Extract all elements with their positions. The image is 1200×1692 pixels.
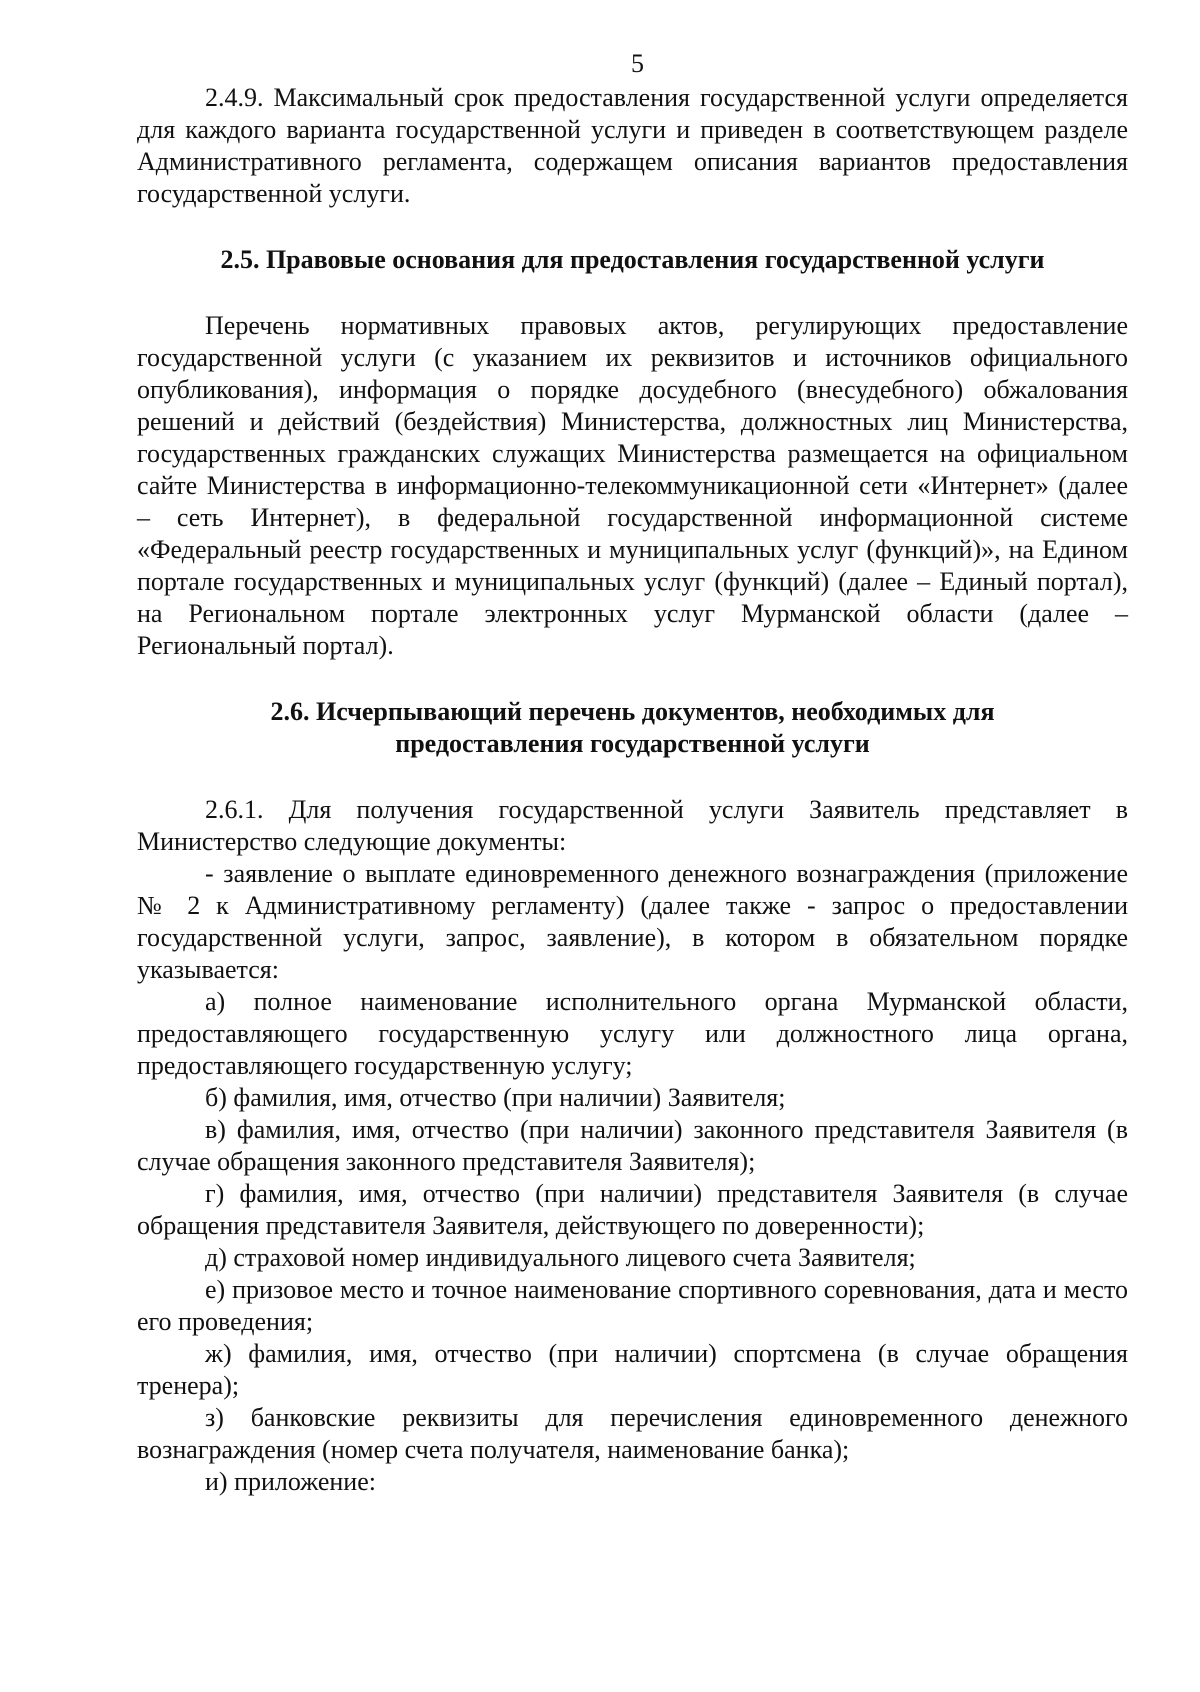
page-number: 5 [631,49,644,78]
paragraph-2-4-9: 2.4.9. Максимальный срок предоставления государственной услуги определяется для каждого варианта государственной услуги и приведен в соответствующем разделе Административного регламента, содержащем описания вариантов предоставления государственной услуги. [137,83,1128,208]
list-item-a: а) полное наименование исполнительного органа Мурманской области, предоставляющего государственную услугу или должностного лица органа, предоставляющего государственную услугу; [137,987,1128,1080]
list-item-v: в) фамилия, имя, отчество (при наличии) законного представителя Заявителя (в случае обращения законного представителя Заявителя); [137,1115,1128,1176]
document-page [137,48,1128,1498]
list-item-zh: ж) фамилия, имя, отчество (при наличии) спортсмена (в случае обращения тренера); [137,1339,1128,1400]
heading-2-5: 2.5. Правовые основания для предоставления государственной услуги [220,245,1045,274]
paragraph-2-5-text: Перечень нормативных правовых актов, регулирующих предоставление государственной услуги (с указанием их реквизитов и источников официального опубликования), информация о порядке досудебного (внесудебного) обжалования решений и действий (бездействия) Министерства, должностных лиц Министерства, государственных гражданских служащих Министерства размещается на официальном сайте Министерства в информационно-телекоммуникационной сети «Интернет» (далее – сеть Интернет), в федеральной государственной информационной системе «Федеральный реестр государственных и муниципальных услуг (функций)», на Едином портале государственных и муниципальных услуг (функций) (далее – Единый портал), на Региональном портале электронных услуг Мурманской области (далее – Региональный портал). [137,311,1128,660]
list-item-z: з) банковские реквизиты для перечисления единовременного денежного вознаграждения (номер счета получателя, наименование банка); [137,1403,1128,1464]
list-item-b: б) фамилия, имя, отчество (при наличии) Заявителя; [205,1083,786,1112]
list-item-d: д) страховой номер индивидуального лицевого счета Заявителя; [205,1243,916,1272]
list-item-e: е) призовое место и точное наименование спортивного соревнования, дата и место его проведения; [137,1275,1128,1336]
heading-2-6-line-2: предоставления государственной услуги [395,729,870,758]
paragraph-application: - заявление о выплате единовременного денежного вознаграждения (приложение № 2 к Административному регламенту) (далее также - запрос о предоставлении государственной услуги, запрос, заявление), в котором в обязательном порядке указывается: [137,859,1128,984]
list-item-g: г) фамилия, имя, отчество (при наличии) представителя Заявителя (в случае обращения представителя Заявителя, действующего по доверенности); [137,1179,1128,1240]
heading-2-6 [137,696,1128,760]
requirements-list [137,986,1128,1498]
paragraph-2-6-1: 2.6.1. Для получения государственной услуги Заявитель представляет в Министерство следующие документы: [137,795,1128,856]
list-item-i: и) приложение: [205,1467,376,1496]
heading-2-6-line-1: 2.6. Исчерпывающий перечень документов, необходимых для [270,697,995,726]
